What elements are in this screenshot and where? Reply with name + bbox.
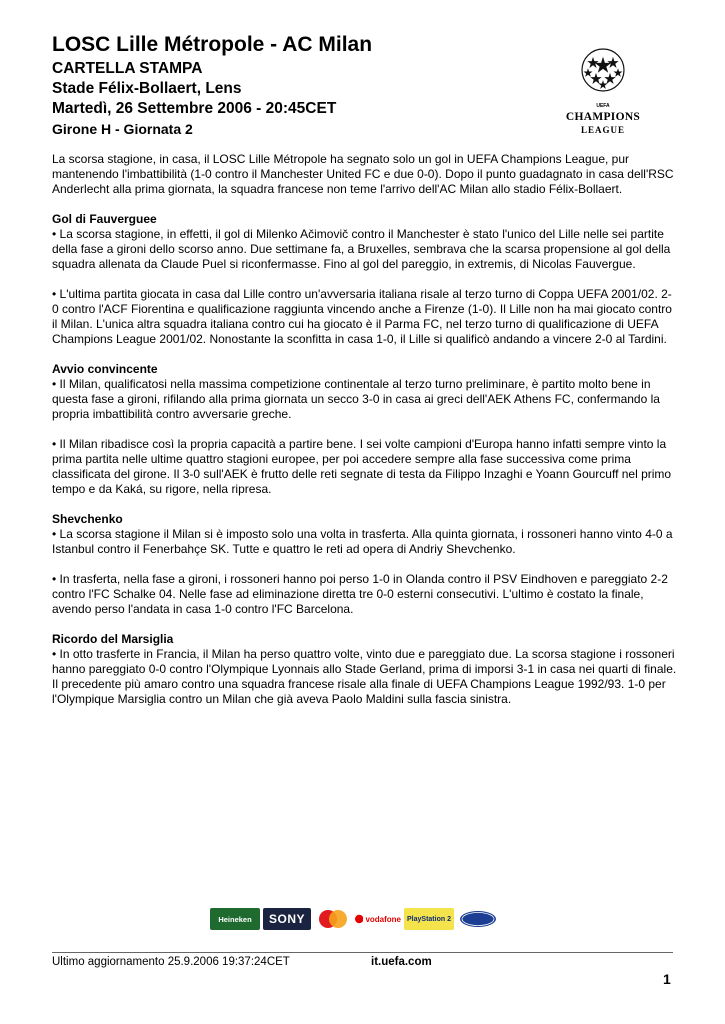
section-paragraph: • Il Milan ribadisce così la propria capacità a partire bene. I sei volte campioni d'Europa hanno infatti sempre vinto la prima partita nelle ultime quattro stagioni europee, per poi accedere sempre alla fase successiva come prima classificata del girone. Il 3-0 sull'AEK è frutto delle reti segnate di testa da Filippo Inzaghi e Yoann Gourcuff nel primo tempo e da Kaká, su rigore, nella ripresa.: [52, 437, 672, 496]
article-body: [52, 152, 677, 722]
playstation-logo: PlayStation 2: [404, 908, 454, 930]
ford-oval-icon: [459, 910, 497, 928]
vodafone-logo: [355, 908, 401, 930]
section-marsiglia: [52, 632, 677, 707]
vodafone-icon: [355, 914, 363, 924]
mastercard-logo: [314, 908, 352, 930]
section-shevchenko: [52, 512, 677, 617]
vodafone-label: vodafone: [365, 914, 401, 924]
section-fauvergue: [52, 212, 677, 347]
site-link[interactable]: it.uefa.com: [371, 956, 432, 968]
venue: Stade Félix-Bollaert, Lens: [52, 80, 242, 97]
match-datetime: Martedì, 26 Settembre 2006 - 20:45CET: [52, 100, 337, 117]
section-paragraph: • L'ultima partita giocata in casa dal Lille contro un'avversaria italiana risale al terzo turno di Coppa UEFA 2001/02. 2-0 contro l'ACF Fiorentina e qualificazione raggiunta vincendo anche a Firenze (1-0). Il Lille non ha mai giocato contro il Milan. L'unica altra squadra italiana contro cui ha giocato è il Parma FC, nel terzo turno di qualificazione di UEFA Champions League 2001/02. Nonostante la sconfitta in casa 1-0, il Lille si qualificò andando a vincere 2-0 al Tardini.: [52, 287, 672, 346]
section-heading: Shevchenko: [52, 512, 123, 526]
section-avvio: [52, 362, 677, 497]
section-paragraph: • La scorsa stagione il Milan si è imposto solo una volta in trasferta. Alla quinta giornata, i rossoneri hanno vinto 4-0 a Istanbul contro il Fenerbahçe SK. Tutte e quattro le reti ad opera di Andriy Shevchenko.: [52, 527, 673, 556]
logo-league-text: LEAGUE: [580, 125, 625, 135]
press-kit-subtitle: CARTELLA STAMPA: [52, 60, 203, 77]
sponsor-strip: [210, 908, 499, 930]
header: [52, 32, 552, 138]
champions-league-logo: [553, 40, 653, 140]
page-number: 1: [663, 971, 671, 987]
group-matchday: Girone H - Giornata 2: [52, 121, 193, 137]
section-paragraph: • Il Milan, qualificatosi nella massima competizione continentale al terzo turno preliminare, è partito molto bene in questa fase a gironi, rifilando alla prima giornata un secco 3-0 in casa ai greci dell'AEK Athens FC, confermando la propria imbattibilità contro avversarie greche.: [52, 377, 660, 421]
ford-logo: [457, 908, 499, 930]
section-heading: Gol di Fauverguee: [52, 212, 157, 226]
section-paragraph: • In trasferta, nella fase a gironi, i rossoneri hanno poi perso 1-0 in Olanda contro il PSV Eindhoven e pareggiato 2-2 contro l'FC Schalke 04. Nelle fase ad eliminazione diretta tre 0-0 esterni consecutivi. L'ultimo è costato la finale, avendo perso l'andata in casa 1-0 contro l'FC Barcelona.: [52, 572, 668, 616]
logo-uefa-text: UEFA: [596, 103, 610, 109]
page-title: LOSC Lille Métropole - AC Milan: [52, 33, 373, 56]
section-paragraph: • In otto trasferte in Francia, il Milan ha perso quattro volte, vinto due e pareggiato due. La scorsa stagione i rossoneri hanno pareggiato 0-0 contro l'Olympique Lyonnais allo Stade Gerland, prima di imporsi 3-1 in casa nei quarti di finale. Il precedente più amaro contro una squadra francese risale alla finale di UEFA Champions League 1992/93. 1-0 per l'Olympique Marsiglia contro un Milan che già aveva Paolo Maldini sulla fascia sinistra.: [52, 647, 677, 706]
section-heading: Ricordo del Marsiglia: [52, 632, 174, 646]
footer-divider: [52, 952, 673, 953]
last-updated: Ultimo aggiornamento 25.9.2006 19:37:24CET: [52, 956, 290, 968]
mastercard-icon: [316, 909, 350, 929]
heineken-logo: Heineken: [210, 908, 260, 930]
intro-paragraph: La scorsa stagione, in casa, il LOSC Lille Métropole ha segnato solo un gol in UEFA Champions League, pur mantenendo l'imbattibilità (1-0 contro il Manchester United FC e due 0-0). Dopo il punto guadagnato in casa dell'RSC Anderlecht alla prima giornata, la squadra francese non teme l'arrivo dell'AC Milan allo stadio Félix-Bollaert.: [52, 152, 674, 196]
logo-champions-text: CHAMPIONS: [565, 111, 641, 123]
section-heading: Avvio convincente: [52, 362, 158, 376]
sony-logo: SONY: [263, 908, 311, 930]
starball-icon: [553, 40, 653, 110]
section-paragraph: • La scorsa stagione, in effetti, il gol di Milenko Ačimovič contro il Manchester è stato l'unico del Lille nelle sei partite della fase a gironi dello scorso anno. Due settimane fa, a Bruxelles, sembrava che la scarsa propensione al gol della squadra allenata da Claude Puel si riconfermasse. Fino al gol del pareggio, in extremis, di Nicolas Fauvergue.: [52, 227, 671, 271]
